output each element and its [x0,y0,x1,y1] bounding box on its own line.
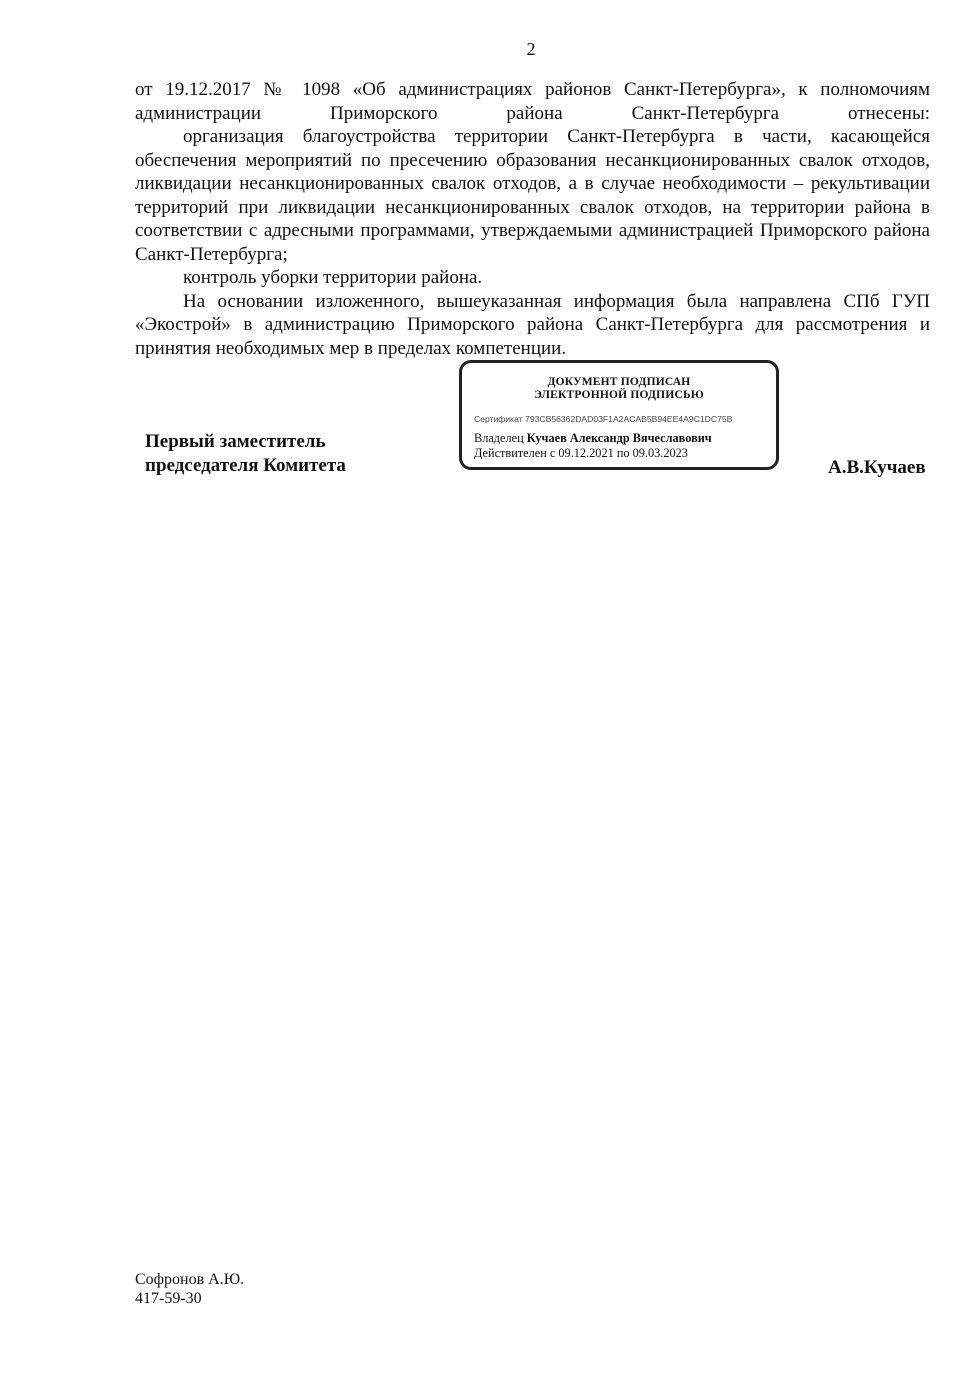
stamp-heading-line2: ЭЛЕКТРОННОЙ ПОДПИСЬЮ [534,389,704,401]
paragraph-3: контроль уборки территории района. [183,267,483,288]
paragraph-2: организация благоустройства территории Санкт-Петербурга в части, касающейся обеспечения мероприятий по пресечению образования несанкционированных свалок отходов, ликвидации несанкционированных свалок отходов, а в случае необходимости – рекультивации территорий при ликвидации несанкционированных свалок отходов, на территории района в соответствии с адресными программами, утверждаемыми администрацией Приморского района Санкт-Петербурга; [135,126,930,265]
signer-title-line1: Первый заместитель [145,431,326,452]
stamp-owner-value: Кучаев Александр Вячеславович [526,431,712,445]
executor-name: Софронов А.Ю. [135,1271,245,1288]
electronic-signature-stamp [459,360,779,470]
signer-name: А.В.Кучаев [828,457,926,478]
executor-phone: 417-59-30 [135,1290,202,1307]
signer-title [145,430,346,478]
paragraph-1: от 19.12.2017 № 1098 «Об администрациях районов Санкт-Петербурга», к полномочиям администрации Приморского района Санкт-Петербурга отнесены: [135,79,930,124]
stamp-owner [474,431,774,445]
paragraph-4: На основании изложенного, вышеуказанная информация была направлена СПб ГУП «Экострой» в администрацию Приморского района Санкт-Петербурга для рассмотрения и принятия необходимых мер в пределах компетенции. [135,290,930,359]
body-text [135,78,930,360]
signer-title-line2: председателя Комитета [145,455,346,476]
footer-executor [135,1270,244,1308]
page-number: 2 [526,39,536,59]
stamp-certificate-value: 793CB56362DAD03F1A2ACAB5B94EE4A9C1DC75B [525,414,733,424]
stamp-validity: Действителен с 09.12.2021 по 09.03.2023 [474,446,688,460]
stamp-certificate [474,414,774,425]
stamp-heading [462,376,776,402]
stamp-certificate-label: Сертификат [474,414,526,424]
stamp-owner-label: Владелец [474,431,527,445]
stamp-heading-line1: ДОКУМЕНТ ПОДПИСАН [547,376,691,388]
